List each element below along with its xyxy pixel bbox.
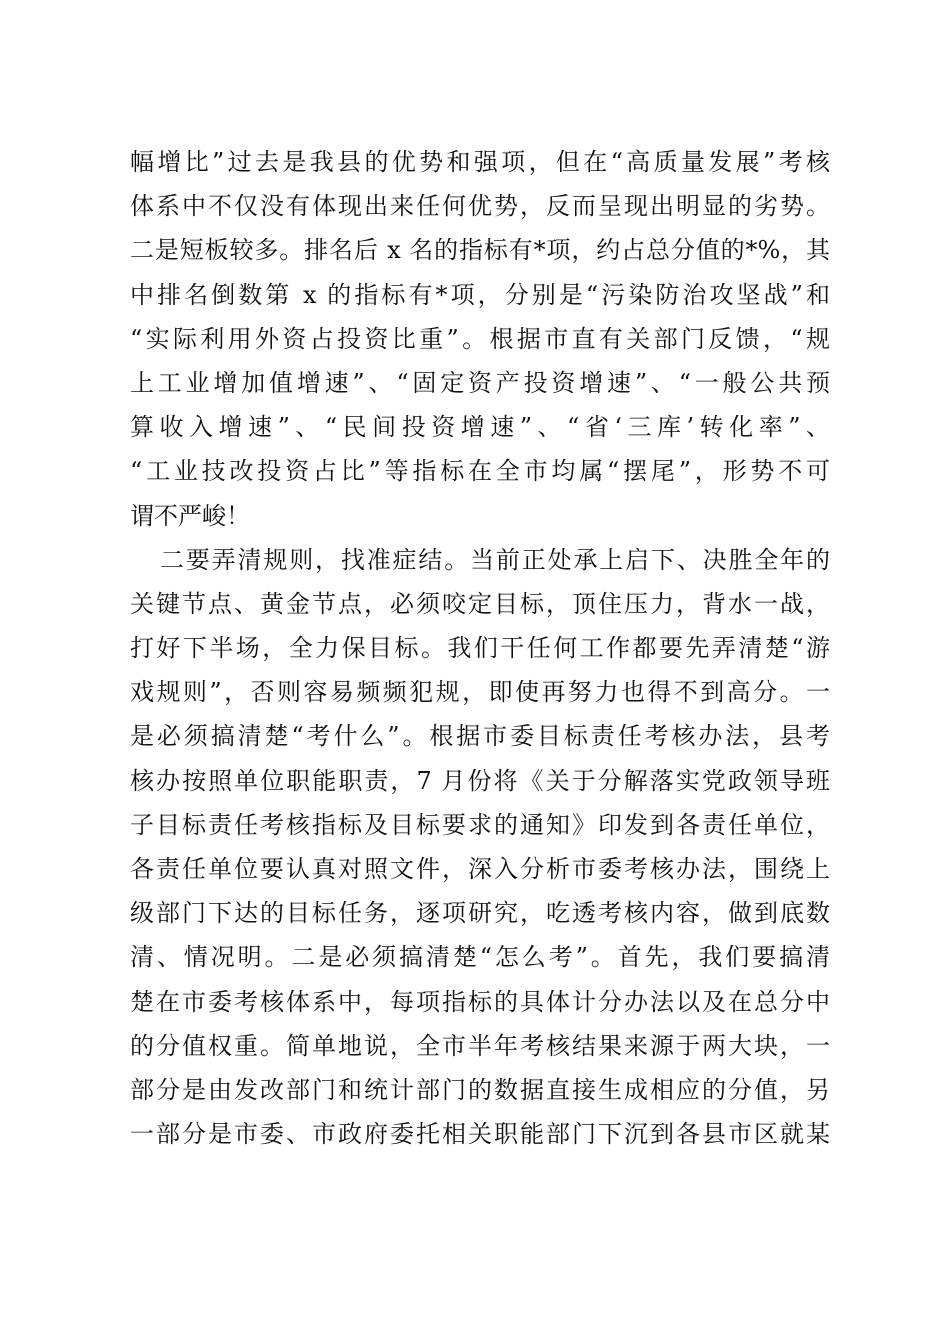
text-line: 上工业增加值增速”、“固定资产投资增速”、“一般公共预 — [130, 368, 830, 397]
text-line: 打好下半场，全力保目标。我们干任何工作都要先弄清楚“游 — [130, 634, 830, 663]
text-line: 子目标责任考核指标及目标要求的通知》印发到各责任单位， — [130, 810, 830, 839]
text-line: 体系中不仅没有体现出来任何优势，反而呈现出明显的劣势。 — [130, 192, 830, 221]
text-line: “工业技改投资占比”等指标在全市均属“摆尾”，形势不可 — [130, 457, 830, 486]
text-line: 戏规则”，否则容易频频犯规，即使再努力也得不到高分。一 — [130, 678, 830, 707]
text-line: 是必须搞清楚“考什么”。根据市委目标责任考核办法，县考 — [130, 722, 830, 751]
text-line: 算收入增速”、“民间投资增速”、“省‘三库’转化率”、 — [130, 413, 830, 442]
text-line: 谓不严峻！ — [130, 501, 250, 530]
text-line: 中排名倒数第 x 的指标有*项，分别是“污染防治攻坚战”和 — [130, 280, 830, 309]
text-line: 级部门下达的目标任务，逐项研究，吃透考核内容，做到底数 — [130, 899, 830, 928]
text-line: 楚在市委考核体系中，每项指标的具体计分办法以及在总分中 — [130, 987, 830, 1016]
text-line: 幅增比”过去是我县的优势和强项，但在“高质量发展”考核 — [130, 148, 830, 176]
text-line: 的分值权重。简单地说，全市半年考核结果来源于两大块，一 — [130, 1031, 830, 1060]
text-line: 关键节点、黄金节点，必须咬定目标，顶住压力，背水一战， — [130, 589, 830, 618]
text-line: 核办按照单位职能职责，7 月份将《关于分解落实党政领导班 — [130, 766, 830, 795]
text-line: 各责任单位要认真对照文件，深入分析市委考核办法，围绕上 — [130, 855, 830, 883]
text-line: 部分是由发改部门和统计部门的数据直接生成相应的分值，另 — [130, 1075, 830, 1104]
body-text — [130, 140, 830, 1156]
paragraph-start-line: 二要弄清规则，找准症结。当前正处承上启下、决胜全年的 — [160, 545, 830, 574]
text-line: 二是短板较多。排名后 x 名的指标有*项，约占总分值的*%，其 — [130, 236, 830, 265]
text-line: “实际利用外资占投资比重”。根据市直有关部门反馈，“规 — [130, 324, 830, 353]
text-line: 一部分是市委、市政府委托相关职能部门下沉到各县市区就某 — [130, 1120, 830, 1149]
text-line: 清、情况明。二是必须搞清楚“怎么考”。首先，我们要搞清 — [130, 943, 830, 972]
